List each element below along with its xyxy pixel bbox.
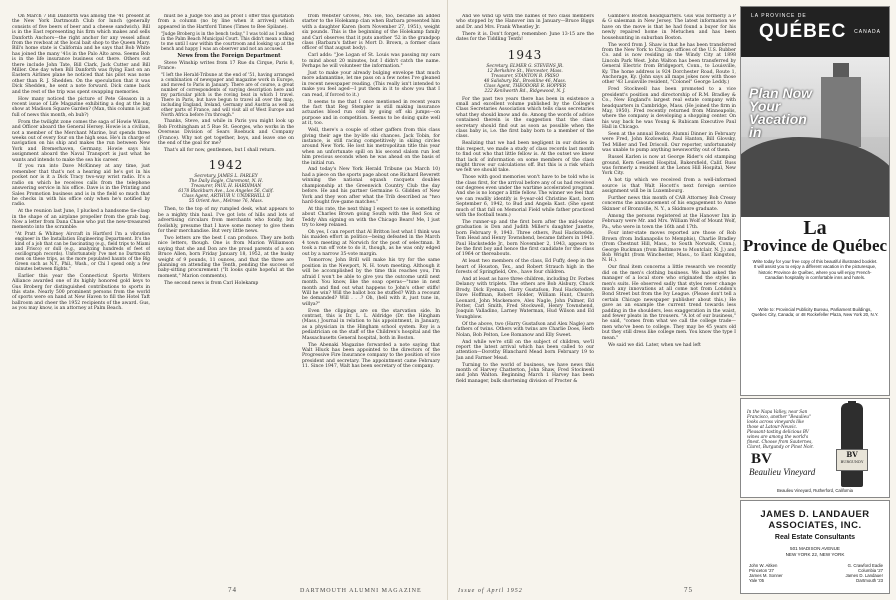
paragraph: There it is. Don't forget, remember: June 13-15 are the dates for the Tiddling Tenth! <box>456 31 594 43</box>
partner-name: G. Crawford Eadie <box>847 563 883 568</box>
paragraph: At the reunion last June, I plucked a handsome tie-clasp in the shape of an airplane propeller from the grab bag. Now a letter from Dana Chase who put the new-treasured memento into the scramble: <box>12 209 150 231</box>
paragraph: If you ran into Dave McKinney at any time, just remember that that's not a hearing aid he's got in his pocket nor is it a Dick Tracy two-way wrist radio. It's a radio on which he receives calls from the telephone answering service in his office. Dave is in the Printing and Sales Promotion business and is in the field so much that he checks in with his office only when he's notified by radio. <box>12 164 150 208</box>
bv-body: In the Napa Valley, near San Francisco, another "Beaulieu" looks across vineyards like those at Latour-Neuvic. Pleasant-tasting delicious BV wines are among the world's finest. Choose from Sauternes, Claret, Burgundy or Pinot Noir. <box>747 409 814 449</box>
paragraph: It seems to me that I once mentioned in recent years the fact that Reg Stempler is still making insurance actuaries blood run cold by going off ski jumps—on purpose and in competition. Seems to be doing quite well at it, too. <box>302 99 440 127</box>
paragraph: And while we're still on the subject of children, we'll report the latest arrival which has been called to our attention—Dorothy Blanchard Mead born February 19 to Jan and Farmer Mead. <box>456 339 594 361</box>
paragraph: That's all for now, gentlemen, but I shall return. <box>164 147 276 153</box>
paragraph: The second news is from Carl Holekamp <box>164 280 259 286</box>
bottle-label <box>836 449 868 471</box>
advertisement-column <box>740 6 890 594</box>
paragraph: Well, there's a couple of other gaffers from this class giving their age the by-life ski chances. Jack Tobin, for instance, is still racing competitively in skiing circles around New York. He lost his metropolitan title this year when an unfortunate spill on his second slalom run lost him precious seconds when he was ahead on the basis of the initial run. <box>302 128 440 166</box>
landauer-address <box>741 546 889 557</box>
paragraph: Earlier this year the Connecticut Sports Writers Alliance awarded one of its highly honored gold keys to Gus Broberg for distinguished contributions to sports in this state. Nearly 500 prominent persons from the world of sports were on hand at New Haven to fill the Hotel Taft ballroom and cheer the 1952 recipients of the award. Gus, as you may know, is an attorney at Palm Beach. <box>12 273 150 312</box>
paragraph: Oh yes, I can report that Al Britton lost what I think was his maiden effort in politics—being defeated in the March 4 town meeting at Norwich for the post of selectman. It took a run off vote to do it, though, as he was only edged out by a narrow 35-vote margin. <box>302 229 440 257</box>
paragraph: Steve Winship writes from 17 Rue du Cirque, Paris 8, France: <box>158 60 294 72</box>
paragraph: Even the clippings are on the starvation side. In contrast, this is Dr. L. L. Aldridge (Dr. the Hingham (Mass.) Journal in relation to his appointment, in January, as a physician in the Hingham school system. Roy is a pediatrician on the staff of the Children's hospital and the Massachusetts General hospital, both in Boston. <box>302 308 440 341</box>
quote-paragraph: "Judge Broberg is in the bench today," I was told as I walked in the Palm Beach Municipal Court. This didn't mean a thing to me until I saw within the courtroom and looking up at the bench and happy I was an observer and not an accused. <box>161 31 294 52</box>
banner-title: QUÉBEC <box>759 21 847 42</box>
partner-college: Yale '05 <box>749 578 765 584</box>
paragraph: The word from J. Shaw is that he has been transferred from the New York to Chicago offices of the U.S. Rubber Co. and is now residing in the Windy City at 1898 Lincoln Park West. John Walton has been transferred by General Electric from Bridgeport, Conn., to Louisville, Ky. The home address is 924 Dorchester Road, Route 1, Anchorage, Ky. (John says all maps jokes now with those other '43 Louisville resident, "Colonel" George Leddy.) <box>602 42 736 86</box>
paragraph: And at least as have three children, including Dr. Forbes Delancy with triplets. The others are Bob Alsbury, Chuck Brody, Dick Eyeman, Harry Gustafson, Paul Hackstedde, Dave Hoffman, Robert Holder, William Hunt, Church Leonard, John Mackemore, Alex Nagle, John Palmer, Ed Potter, Carl Smith, Fred Stockwell, Henry Townshend, Joaquin Valladino, Larney Waterman, Hud Wilson and Ed Youngblow. <box>456 277 594 320</box>
ad-title-main: Province de Québec <box>742 236 888 255</box>
paragraph: From the twilight zone comes the saga of Howie Wilson, and Officer aboard the General Hersey. Howie is a civilian, not a member of the Merchant Marine, but spends three weeks out of every four on the high seas. He's in charge of navigation on his ship and makes the run between New York and Bremerhaven, Germany. Howie says his assignment aboard the Naval Transport is just what he wants and intends to make the sea his career. <box>12 119 150 163</box>
landauer-name-line1: JAMES D. LANDAUER <box>760 509 870 520</box>
paragraph: Then, to the top of my rumpled desk, what appears to be a mighty thin haul. I've got lots of hills and lots of advertising circulars from merchants who fondly, but foolishly, presume that I have some money to give them for their merchandise. But very little news. <box>158 207 294 234</box>
bv-name: Beaulieu Vineyard <box>749 467 816 477</box>
paragraph: At this rate, the next thing I expect to see is something about Charles Brown going South with the Red Sox or Teddy Ahn signing on with the Chicago Bears! Me, I just try to keep relaxed. <box>302 206 440 229</box>
page-number-right: 75 <box>684 586 693 594</box>
secretary-address: 12 Berkshire St., Worcester, Mass. <box>487 68 563 74</box>
left-column-2 <box>158 14 294 584</box>
paragraph: On March 7 Bill Danforth was among the '41 present at the New York Dartmouth Club for lunch (generally consists of five beers of beer and a cheese sandwich). Bill is in the East representing his firm which makes and sells Danforth Anchors—the right anchor for any vessel afloat from the rowboat at the local bait shop to the Queen Mary. Bill's home state is California and he says that Bob White has joined the many '41s in the Palo Alto area. Seems Bob is in the life insurance business out there. Others out there include John Tate, Bill Clark, Jack Cutter and Bill Miller. One day when Bill Danforth was flying East on an Eastern Airlines plane he noticed that his pilot was none other than R. J. Shedden. On the speculation that it was Dick Shedden, he sent a note forward. Dick came back and the rest of the trip was spent swapping memories. <box>12 14 150 95</box>
landauer-advertisement <box>740 500 890 594</box>
ad-address: Write to: Provincial Publicity Bureau, Parliament Buildings, Quebec City, Canada; or 48 Rockefeller Plaza, New York 20, N.Y. <box>751 307 879 318</box>
paragraph: Carl adds: "Joe Logan of St. Louis was passing my oars to mind about 20 minutes, but I didn't catch the name. Perhaps he will volunteer the information." <box>302 53 440 70</box>
paragraph: Four inter-state moves reported are those of Rob Brown (from Indianapolis to Memphis), Charlie Bradley (from Chestnut Hill, Mass., to South Norwalk, Conn.), George Buckman (from Baltimore to Montclair, N. J.) and Bob Wright (from Winchester, Mass., to East Kingston, N. H.). <box>602 231 736 264</box>
quebec-banner <box>741 7 889 57</box>
paragraph: How many noticed the picture of Pete Gleason in a recent issue of Life Magazine exhibiting a dog at the big show at Madison Square Garden? (Man, this column is just full of news this month, eh bub?) <box>12 96 150 118</box>
right-column-1 <box>456 14 594 584</box>
paragraph: A hot tip which we received from a well-informed source is that Walt Hocott's next foreign service assignment will be in Luxembourg. <box>602 178 736 195</box>
issue-footer: Issue of April 1952 <box>458 588 523 594</box>
partner-college: Dartmouth '23 <box>856 578 883 584</box>
partner-college: Columbia '27 <box>858 568 883 574</box>
paragraph: Tomorrow, John Brill will make his try for the same position in the Newport, N. H. town meeting. Although it will be accomplished by the time this reaches you, I'm afraid I won't be able to give you the outcome until next month. You know, like the soap operas—"tune in next month and find out what happens to John's other stiffs! Will he win? Will the ballot box be stuffed? With a recount be demanded? Will . . .? Oh, (hell with it, just tune in, willya?" <box>302 258 440 307</box>
paragraph: Those with good memories won't have to be told who is the class first, for the arrival before any of us had received our degrees even under the wartime accelerated program. And she is no longer a little fellow. The winner we feel that we can readily identify is 9-year-old Christine Kast, born September 6, 1942, to Bud and Angela Kast. (She spent much of that fall on Memorial Field while father practiced with the football team.) <box>456 175 594 219</box>
paragraph: Of the above, two (Harry Gustafson and Alex Nagle) are fathers of twins. Others with twins are Charlie Does, Herb Nolan, Bob Pelton, Lee Romanow and Elly Sweet. <box>456 321 594 338</box>
treasurer-address: 6178 Blackburn Ave., Los Angeles 56, Calif. <box>178 189 274 195</box>
quebec-advertisement <box>740 6 890 396</box>
paragraph: from Webster Groves, Mo. He, too, became an added starter to the Holekamp clan when Barbara presented him with a daughter Karen (born November 27, 1951), weight six pounds. This is the beginning of the Holekamp family and Carl observes that it puts another '52 in the grandpop class (Barbara's father is Mort D. Brown, a former class officer of that august body). <box>302 14 440 52</box>
paragraph: Turning to the world of business, we have news this month of Harvey Chatterton, John Shaw, Fred Stockwell and John Walton. Beginning March 1 Harvey has been field manager, bulk shortening division of Procter & <box>456 362 594 384</box>
paragraph: Just to make your already bulging envelope that much more adamantine, let me pass on a few notes I've gleaned in recent newspaper reading. (This really isn't intended to make you feel aged—I put them in it to show you that I can read, if forced to it.) <box>302 71 440 98</box>
partner-name: John W. Aitken <box>749 563 778 568</box>
treasurer: Treasurer, PAUL H. HARDIMAN <box>190 184 262 190</box>
landauer-address-line2: NEW YORK 22, NEW YORK <box>785 551 845 557</box>
paragraph: At least two members of the class, Ed Fuffy, deep in the heart of Houston, Tex., and Robert Strauch high in the forests of Springfield, Ore., have four children. <box>456 259 594 276</box>
banner-kicker: LA PROVINCE DE <box>751 13 807 19</box>
partners-left <box>749 563 809 583</box>
class-year-heading: 1943 <box>507 47 543 62</box>
secretary: Secretary, JAMES L. FARLEY <box>194 174 258 180</box>
paragraph: Realizing that we had been negligent in our duties in this respect, we made a study of class records last month to find out who that little fellow is. At the outset we knew that lack of information on some members of the class might throw our calculations off. But this is a risk which we felt we should take. <box>456 141 594 174</box>
magazine-title-footer: DARTMOUTH ALUMNI MAGAZINE <box>300 588 422 594</box>
treasurer-address: 48 Salisbury Rd., Brookline 46, Mass. <box>483 78 567 84</box>
wine-bottle-icon <box>841 403 863 487</box>
class-agent: Class Agent, ARTHUR V. UNDERHILL II <box>182 194 270 200</box>
cliff-shape <box>741 137 889 217</box>
landauer-name-line2: ASSOCIATES, INC. <box>768 520 862 531</box>
bottle-label-main: BV <box>846 450 858 459</box>
partner-name: James D. Landauer <box>845 573 883 579</box>
treasurer: Treasurer, STANTON B. PRISO <box>490 73 560 79</box>
section-heading: News from the Foreign Department <box>177 52 281 59</box>
class-year-heading: 1942 <box>208 158 244 173</box>
landauer-address-line1: 501 MADISON AVENUE <box>790 546 840 551</box>
ad-title-la: La <box>803 217 827 239</box>
landauer-subtitle: Real Estate Consultants <box>774 534 856 541</box>
paragraph: The runner-up and the first born after the mid-winter graduation is Don and Judith Miller's daughter Janette, born February 9, 1943. Three others, Paul Hackstedde, Tom Head and Henry Townshend, became fathers in 1943. Paul Hackstedde Jr., born November 2, 1943, appears to be the first boy and hence the first candidate for the class of 1964 or thereabouts. <box>456 219 594 258</box>
class-agent: Class Agent, THEODORE R. HOPPER <box>484 83 566 89</box>
banner-canada: CANADA <box>854 29 881 35</box>
paragraph: The Abenaki Magazine forwarded a note saying that Walt Hluck has been appointed to the directors of the Progressive Fire Insurance company to the position of vice president and secretary. The appointment came February 11. Since 1947, Walt has been secretary of the company. <box>302 342 440 370</box>
beaulieu-advertisement <box>740 398 890 498</box>
partners-right <box>821 563 883 583</box>
class-officers <box>456 64 594 94</box>
class-agent-address: 222 Kenilworth Rd., Ridgewood, N. J. <box>484 88 566 94</box>
paragraph: must be a Judge too and as proof I offer this quotation from a column (no by line when it arrived) which appeared in the Hartford Times (Times to Bee Spilane). <box>158 14 294 30</box>
paragraph: For the past two years there has been in existence a small and excellent volume published by the College's Class Secretaries Association which tells class secretaries what they should know and do. Among the words of advice contained therein is the suggestion that the class secretary should find out as soon as possible when the class baby is, i.e. the first baby born to a member of the class. <box>456 96 594 140</box>
ad-body: Write today for your free copy of this beautiful illustrated booklet. It will assist you to enjoy a different vacation in the picturesque, historic Province de Québec, where you will enjoy French-Canadian hospitality in comfortable inns and hotels. <box>752 259 878 280</box>
landauer-name <box>741 509 889 531</box>
page-number-left: 74 <box>228 586 237 594</box>
bv-logo: BV <box>751 451 772 467</box>
paragraph: Russel Karlen is now at George Rider's old stamping ground, Kern General Hospital, Bakersfield, Calif. Russ was formerly a resident at the Lenox Hill Hospital, New York City. <box>602 155 736 177</box>
quebec-illustration <box>741 57 889 217</box>
quote-paragraph: "At Pratt & Whitney Aircraft in Hartford I'm a vibration engineer in the Installation Engineering Department. It's the kind of a job that can be fascinating (e.g., field trips to Miami and Frisco) or dull (e.g., analyzing hundreds of feet of oscillograph records). Unfortunately I've met no Dartmouth men on these trips, as the more populated haunts of the Big Green such as N.Y., Phil., Wash., or Chi I spend only a few minutes between flights." <box>15 232 150 273</box>
paragraph: Two letters are the best I can produce. They are both nice letters, though. One is from Marion Williamson saying that she and Don are the proud parents of a son Bruce Allen, born Friday January 18, 1952, at the husky weight of 9 pounds, 11 ounces, and that the three are planning on attending the Tenth, pending the success of baby-sitting procurement ("It looks quite hopeful at the moment," Marion comments). <box>158 235 294 279</box>
class-agent-address: 55 Orient Ave., Melrose 76, Mass. <box>188 199 264 205</box>
paragraph: Further news this month of CAB Attorney Bob Cressy concerns the announcement of his engagement to Anne Skinner of Bronxville, N. Y., a Skidmore graduate. <box>602 196 736 212</box>
partner-college: Princeton '27 <box>749 568 774 574</box>
bottle-label-small: BURGUNDY <box>840 460 864 464</box>
paragraph: Fred Stockwell has been promoted to a vice president's position and directorship of R.M. Bradley & Co., New England's largest real estate company with headquarters in Cambridge, Mass. (He joined the firm in May, 1950). Fred recently returned from Minneapolis, where the company is developing a shopping center. On his way back he was Young & Rubicam Executive Paul Hall in Chicago. <box>602 87 736 131</box>
paragraph: And we wind up with the names of two class members who stopped by the Hanover inn in January—Bruce Biggs and Dr. and Mrs. Frank Wheatley Jr. <box>456 14 594 30</box>
chateau-shape <box>821 77 861 147</box>
paragraph: We said we did. Later, when we had left <box>608 342 701 348</box>
quote-paragraph: "I left the Herald-Tribune at the end of '51, having arranged a combination of newspaper and magazine work in Europe, and moved to Paris in January. There are of course, a great number of correspondents of varying description here and my particular pitch is the roving beat in which I travel. There in Paris, but have begun to travel all over the map, including England, Ireland, Germany and Austria as well as other parts of France, and will visit all of West Europe and North Africa before I'm through." <box>161 72 294 118</box>
class-officers <box>158 174 294 204</box>
right-column-2 <box>602 14 736 584</box>
paragraph: Among the persons registered at the Hanover Inn in February were Mr. and Mrs. William Wolf of Mount Wolf, Pa., who were in town the 16th and 17th. <box>602 213 736 230</box>
ad-title <box>741 219 889 255</box>
bv-place: Beaulieu Vineyard, Rutherford, California <box>776 488 854 493</box>
paragraph: Seen at the annual Boston Alumni Dinner in February were Fred, John Kozlowski, Paul Hanton, Bill Glovsky, Ted Miller and Ted Driscoll. Our reporter, unfortunately was unable to pump anything newsworthy out of them. <box>602 132 736 154</box>
paragraph: Our final item concerns a little research we recently did on the men's clothing business. We had asked the manager of a local store who originated the styles in men's suits. He observed sadly that styles never change much any innovations at all come not from London's Bond Street but from the Ivy League. (Please don't tell a certain Chicago newspaper publisher about this.) He gave as an example the current trend towards less padding in the shoulders, less exaggeration in the waist, and fewer pleats in the trousers. "A lot of our business," he said, "comes from what we call the college trade—men who've been to college. They may be 45 years old but they still dress like college men. You know the type I mean." <box>602 265 736 341</box>
paragraph: Thanks, Steve, and while in Paris you might look up Bob Frothingham at 5 Rue St. Georges, who works in the Overseas Division of Sears Roebuck and Company (France). Why not get together, boys, and leave one on the end of the goal for me? <box>158 119 294 147</box>
paragraph: And today's New York Herald Tribune (as March 10) had a piece on the sports page about one Richard Reverett winning the national squash racquets doubles championship at the Greenwich Country Club the day before. He and his partner Germaine G. Glidden of New York and they won after what the Trib described as "two hard-fought five-game matches." <box>302 167 440 205</box>
secretary-address: The Daily Eagle, Claremont, N. H. <box>188 179 264 185</box>
left-column-1 <box>12 14 150 584</box>
secretary: Secretary, ELMER G. STEVENS JR. <box>486 63 564 69</box>
left-column-3 <box>302 14 440 584</box>
paragraph: Gamble's Boston headquarters. Gus was formerly a P & G salesman in New Jersey. The latest information we have on the move is that he had found a buyer for his newly repaired home in Metuchen and has been househunting in suburban Boston. <box>602 14 736 41</box>
partner-name: James M. Sonner <box>749 573 783 579</box>
ad-headline: Plan Now Your Vacation in <box>749 85 813 140</box>
